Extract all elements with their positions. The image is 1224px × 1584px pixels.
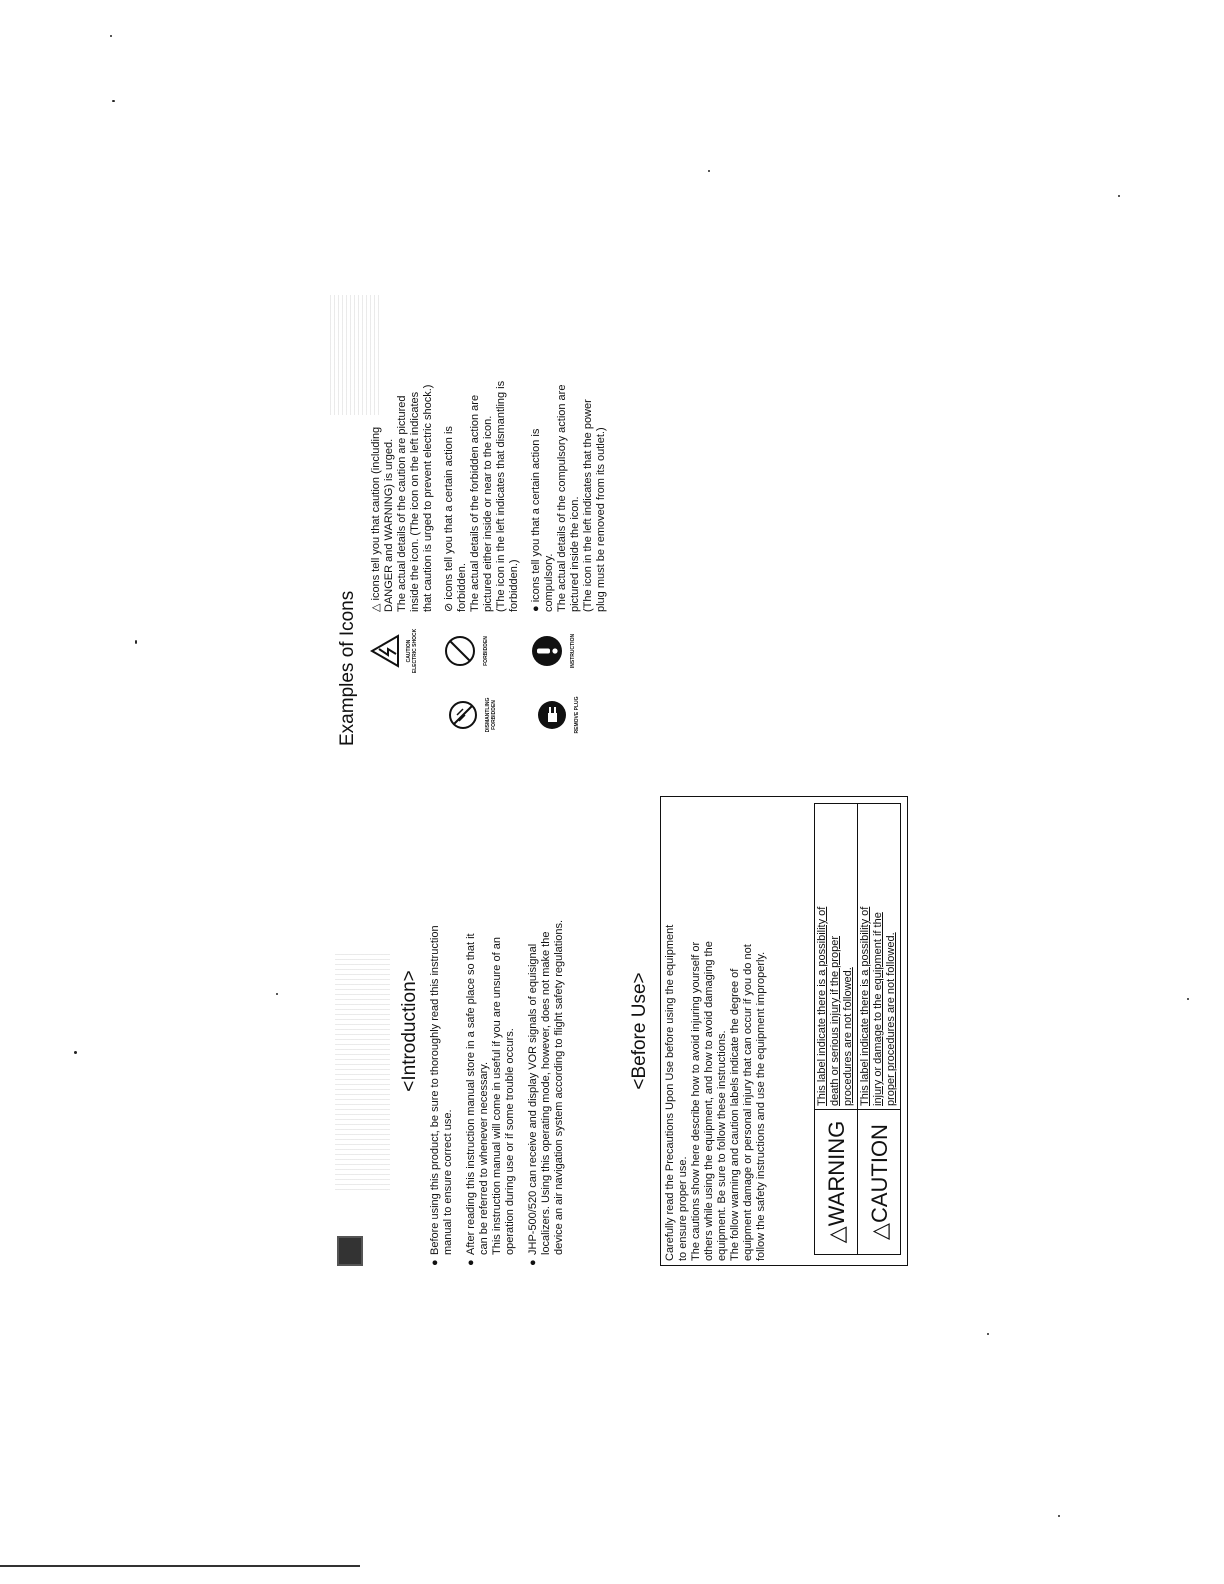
introduction-title: <Introduction> [399,970,420,1092]
bottom-rule [0,1565,360,1567]
scan-speck [987,1333,989,1335]
scan-speck [708,170,710,172]
icon-caption: REMOVE PLUG [574,696,580,734]
icon-caption: DISMANTLING FORBIDDEN [485,697,497,733]
table-row [815,804,858,1255]
forbidden-icon [443,620,489,682]
caution-electric-shock-icon [370,620,418,682]
warning-label: △WARNING [815,1110,858,1255]
caution-description-text: This label indicate there is a possibility of injury or damage to the equipment if the proper procedures are not followed. [859,906,897,1106]
warning-description [815,804,858,1110]
dismantling-forbidden-glyph [447,699,479,731]
icon-description: ● icons tell you that a certain action is compulsory. The actual details of the compulsory action are pictured inside the icon. (The icon in the left indicates that the power plug must be removed from its outlet.) [530,384,607,612]
list-item [465,796,517,1266]
scan-speck [135,640,137,644]
bullet-dot: ● [465,1259,477,1266]
icon-caption: FORBIDDEN [483,636,489,666]
bullet-text: Before using this product, be sure to thoroughly read this instruction manual to ensure correct use. [429,925,454,1255]
remove-plug-icon [536,684,580,746]
scan-speck [110,35,112,37]
scan-speck [1118,195,1120,197]
caution-description [858,804,901,1110]
icon-description: ⊘ icons tell you that a certain action is forbidden. The actual details of the forbidden action are pictured either inside or near to the icon. (The icon in the left indicates that dismantling is forbidden.) [443,380,520,612]
table-row [858,804,901,1255]
icon-description: △ icons tell you that caution (including DANGER and WARNING) is urged. The actual details of the caution are pictured inside the icon. (The icon on the left indicates that caution is urged to prevent electric shock.) [370,384,434,612]
remove-plug-glyph [536,699,568,731]
instruction-glyph [530,634,564,668]
before-use-text: Carefully read the Precautions Upon Use before using the equipment to ensure proper use. The cautions show here describe how to avoid injuring yourself or others while using the equipment, and how to avoid damaging the equipment. Be sure to follow these instructions. The follow warning and caution labels indicate the degree of equipment damage or personal injury that can occur if you do not follow the safety instructions and use the equipment improperly. [664,924,767,1261]
scan-speck [1058,1515,1060,1517]
caution-electric-shock-glyph [370,634,400,668]
list-item [429,796,455,1266]
dismantling-forbidden-icon [447,684,497,746]
icon-caption: CAUTION ELECTRIC SHOCK [406,628,418,674]
before-use-title: <Before Use> [629,972,650,1090]
introduction-bullets [429,796,576,1266]
list-item [527,796,566,1266]
warning-description-text: This label indicate there is a possibility of death or serious injury if the proper procedures are not followed. [816,906,854,1106]
instruction-icon [530,620,576,682]
icons-title: Examples of Icons [337,590,358,746]
forbidden-glyph [443,634,477,668]
scan-speck [112,100,115,102]
scan-speck [1187,998,1189,1000]
bullet-text: After reading this instruction manual store in a safe place so that it can be referred to whenever necessary. This instruction manual will come in useful if you are unsure of an operation during use or if some trouble occurs. [465,933,516,1255]
scan-speck [74,1051,77,1054]
bullet-dot: ● [429,1259,441,1266]
label-table [814,803,901,1255]
rotated-page [325,281,935,1266]
scan-speck [276,993,278,995]
icon-caption: INSTRUCTION [570,633,576,669]
bullet-dot: ● [527,1259,539,1266]
before-use-box [660,796,908,1266]
caution-label: △CAUTION [858,1110,901,1255]
manufacturer-logo [337,1236,363,1266]
bullet-text: JHP-500/520 can receive and display VOR signals of equisignal localizers. Using this operating mode, however, does not make the device an air navigation system according to flight safety regulations. [527,919,565,1255]
